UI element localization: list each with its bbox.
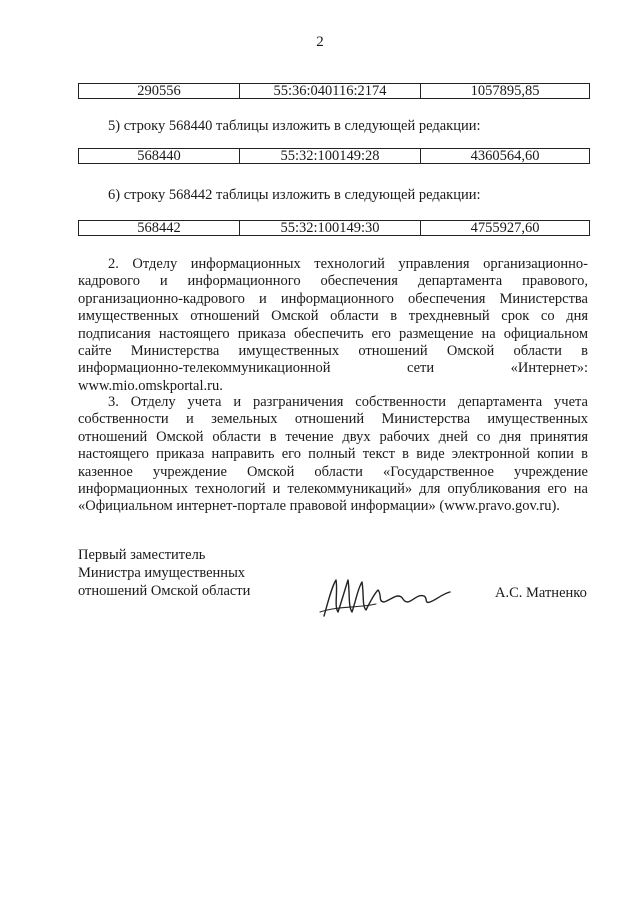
page-number: 2 [316,34,324,50]
table-cell-number: 568440 [79,149,240,164]
table-cell-cadastral: 55:36:040116:2174 [240,84,421,99]
table-cell-value: 4755927,60 [421,221,590,236]
table-row-290556 [78,83,590,99]
signatory-name: А.С. Матненко [495,585,587,601]
table-cell-value: 1057895,85 [421,84,590,99]
table-cell-cadastral: 55:32:100149:28 [240,149,421,164]
table-cell-number: 290556 [79,84,240,99]
table-cell-cadastral: 55:32:100149:30 [240,221,421,236]
handwritten-signature [318,572,458,620]
signatory-position-line: Первый заместитель [78,547,206,563]
table-cell-value: 4360564,60 [421,149,590,164]
signatory-position-line: Министра имущественных [78,565,246,581]
table-row-568442 [78,220,590,236]
instruction-line-5: 5) строку 568440 таблицы изложить в следующей редакции: [108,118,481,134]
table-cell-number: 568442 [79,221,240,236]
paragraph-item-2: 2. Отделу информационных технологий управления организационно-кадрового и информационного обеспечения департамента правового, организационно-кадрового и информационного обеспечения Министерства имущественных отношений Омской области в трехдневный срок со дня подписания настоящего приказа обеспечить его размещение на официальном сайте Министерства имущественных отношений Омской области в информационно-телекоммуникационной сети «Интернет»: www.mio.omskportal.ru. [78,256,588,394]
table-row-568440 [78,148,590,164]
paragraph-item-3: 3. Отделу учета и разграничения собственности департамента учета собственности и земельных отношений Министерства имущественных отношений Омской области в течение двух рабочих дней со дня принятия настоящего приказа направить его полный текст в виде электронной копии в казенное учреждение Омской области «Государственное учреждение информационных технологий и телекоммуникаций» для опубликования его на «Официальном интернет-портале правовой информации» (www.pravo.gov.ru). [78,394,588,515]
instruction-line-6: 6) строку 568442 таблицы изложить в следующей редакции: [108,187,481,203]
signatory-position [78,546,250,600]
signatory-position-line: отношений Омской области [78,583,251,599]
